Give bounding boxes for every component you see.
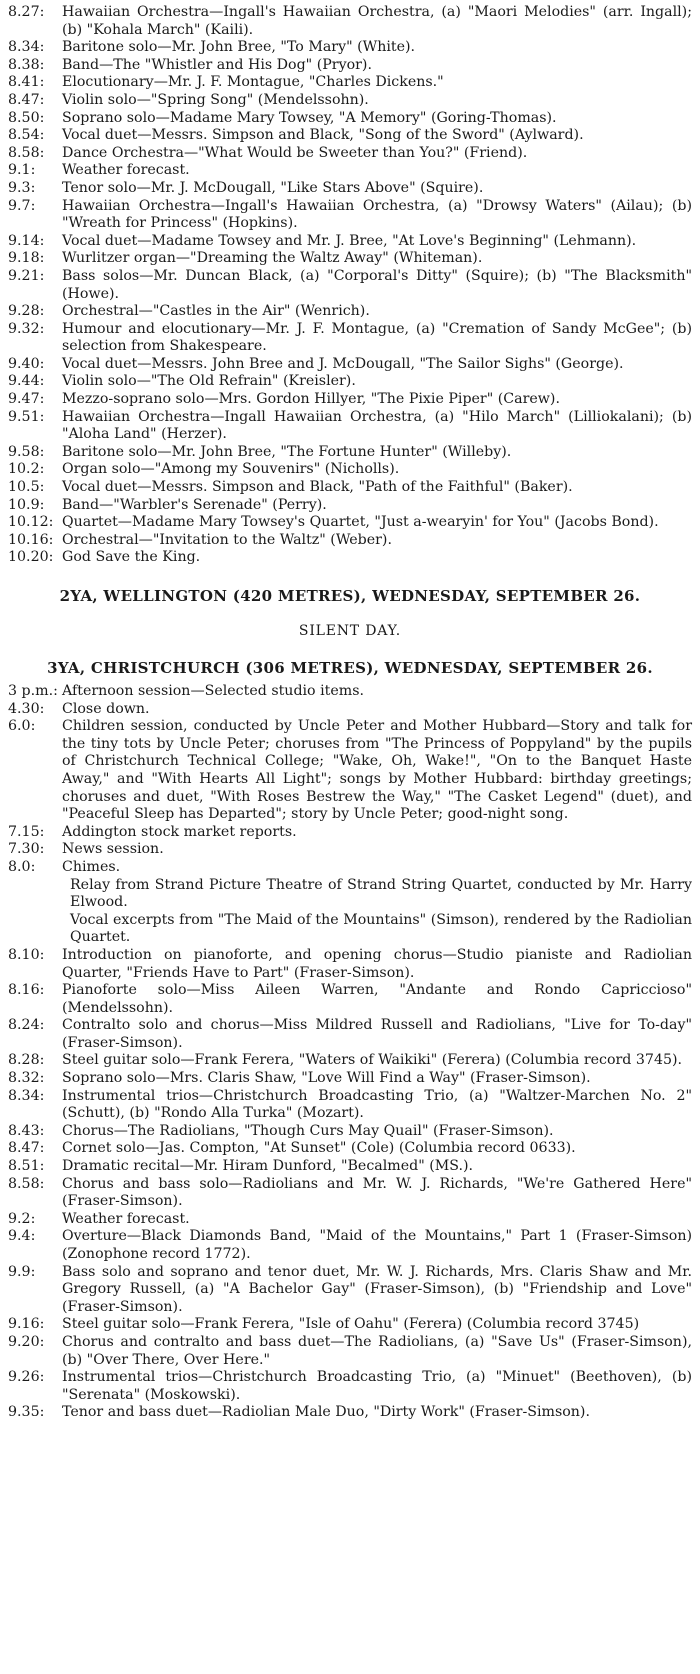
programme-entry	[8, 180, 692, 198]
entry-text: Dance Orchestra—"What Would be Sweeter than You?" (Friend).	[62, 144, 528, 161]
programme-entry	[8, 718, 692, 824]
programme-entry	[8, 1404, 692, 1422]
entry-time: 9.21:	[8, 267, 45, 284]
entry-text: Violin solo—"Spring Song" (Mendelssohn).	[62, 91, 369, 108]
entry-time: 9.14:	[8, 232, 45, 249]
entry-time: 8.27:	[8, 4, 45, 20]
programme-entry	[8, 532, 692, 550]
programme-entry	[8, 356, 692, 374]
programme-entry	[8, 1070, 692, 1088]
programme-entry	[8, 391, 692, 409]
entry-text: Steel guitar solo—Frank Ferera, "Isle of Oahu" (Ferera) (Columbia record 3745)	[62, 1316, 640, 1333]
entry-time: 9.2:	[8, 1210, 36, 1227]
entry-time: 9.40:	[8, 355, 45, 372]
programme-entry	[8, 250, 692, 268]
programme-entry	[8, 701, 692, 719]
entry-time: 8.24:	[8, 1017, 45, 1034]
entry-time: 4.30:	[8, 700, 45, 717]
programme-entry	[8, 859, 692, 877]
programme-entry	[8, 39, 692, 57]
entry-text: Quartet—Madame Mary Towsey's Quartet, "Just a-wearyin' for You" (Jacobs Bond).	[62, 514, 659, 531]
programme-entry	[8, 303, 692, 321]
entry-text: Chorus and contralto and bass duet—The Radiolians, (a) "Save Us" (Fraser-Simson), (b) "Over There, Over Here."	[62, 1333, 692, 1368]
entry-text: Orchestral—"Castles in the Air" (Wenrich).	[62, 303, 370, 320]
entry-time: 8.58:	[8, 144, 45, 161]
programme-entry	[8, 461, 692, 479]
entry-time: 9.32:	[8, 320, 45, 337]
entry-time: 8.32:	[8, 1070, 45, 1087]
programme-entry	[8, 549, 692, 567]
programme-entry	[8, 947, 692, 982]
silent-day-label: SILENT DAY.	[298, 623, 402, 639]
entry-text: Pianoforte solo—Miss Aileen Warren, "Andante and Rondo Capriccioso" (Mendelssohn).	[62, 982, 692, 1016]
entry-text: Chorus—The Radiolians, "Though Curs May Quail" (Fraser-Simson).	[62, 1122, 554, 1139]
entry-time: 8.34:	[8, 1087, 45, 1104]
entry-text: News session.	[62, 841, 164, 858]
programme-entry	[8, 198, 692, 233]
entry-time: 9.58:	[8, 443, 45, 460]
programme-entry	[8, 145, 692, 163]
entry-text: Dramatic recital—Mr. Hiram Dunford, "Becalmed" (MS.).	[62, 1158, 474, 1175]
entry-time: 9.7:	[8, 197, 36, 214]
entry-time: 9.20:	[8, 1333, 45, 1350]
entry-text: Addington stock market reports.	[62, 823, 297, 840]
programme-entry	[8, 110, 692, 128]
entry-text: Bass solo and soprano and tenor duet, Mr. W. J. Richards, Mrs. Claris Shaw and Mr. Gregory Russell, (a) "A Bachelor Gay" (Fraser-Simson), (b) "Friendship and Love" (Fraser-Simson).	[62, 1263, 692, 1315]
entry-text: Organ solo—"Among my Souvenirs" (Nicholls).	[62, 461, 400, 478]
entry-text: Bass solos—Mr. Duncan Black, (a) "Corporal's Ditty" (Squire); (b) "The Blacksmith" (Howe).	[62, 267, 692, 302]
entry-text: Chimes.	[62, 858, 121, 875]
entry-text: Band—The "Whistler and His Dog" (Pryor).	[62, 56, 372, 73]
entry-time: 8.47:	[8, 91, 45, 108]
entry-time: 10.2:	[8, 461, 45, 478]
programme-entry	[8, 982, 692, 1017]
entry-time: 6.0:	[8, 718, 36, 735]
programme-section-3ya	[8, 683, 692, 1422]
station-heading-3ya: 3YA, CHRISTCHURCH (306 METRES), WEDNESDAY, SEPTEMBER 26.	[47, 659, 653, 677]
entry-text: Baritone solo—Mr. John Bree, "The Fortune Hunter" (Willeby).	[62, 443, 512, 460]
programme-entry	[8, 4, 692, 39]
entry-time: 10.5:	[8, 479, 45, 496]
entry-text: Weather forecast.	[62, 1210, 190, 1227]
programme-entry	[8, 321, 692, 356]
entry-text: God Save the King.	[62, 549, 201, 566]
entry-text: Soprano solo—Mrs. Claris Shaw, "Love Will Find a Way" (Fraser-Simson).	[62, 1070, 591, 1087]
entry-time: 9.44:	[8, 373, 45, 390]
entry-text: Baritone solo—Mr. John Bree, "To Mary" (White).	[62, 39, 416, 56]
programme-entry	[8, 824, 692, 842]
entry-text: Vocal duet—Messrs. John Bree and J. McDougall, "The Sailor Sighs" (George).	[62, 355, 624, 372]
entry-time: 3 p.m.:	[8, 683, 58, 699]
programme-entry	[8, 1158, 692, 1176]
programme-entry	[8, 233, 692, 251]
programme-entry	[8, 409, 692, 444]
entry-text: Weather forecast.	[62, 162, 190, 179]
entry-time: 8.51:	[8, 1158, 45, 1175]
programme-entry	[8, 514, 692, 532]
entry-time: 8.34:	[8, 39, 45, 56]
entry-time: 7.15:	[8, 823, 45, 840]
entry-text: Relay from Strand Picture Theatre of Strand String Quartet, conducted by Mr. Harry Elwood.	[70, 876, 692, 911]
entry-time: 8.54:	[8, 127, 45, 144]
programme-entry	[8, 1228, 692, 1263]
programme-entry	[8, 74, 692, 92]
programme-section-1ya	[8, 4, 692, 567]
entry-text: Soprano solo—Madame Mary Towsey, "A Memory" (Goring-Thomas).	[62, 109, 557, 126]
entry-time: 9.3:	[8, 179, 36, 196]
entry-text: Humour and elocutionary—Mr. J. F. Montague, (a) "Cremation of Sandy McGee"; (b) selection from Shakespeare.	[62, 320, 692, 355]
programme-entry	[8, 1176, 692, 1211]
programme-entry	[8, 1140, 692, 1158]
programme-entry	[8, 912, 692, 947]
programme-entry	[8, 1264, 692, 1317]
entry-time	[8, 912, 62, 947]
entry-time: 9.9:	[8, 1263, 36, 1280]
entry-time: 8.41:	[8, 74, 45, 91]
programme-entry	[8, 1211, 692, 1229]
entry-time: 9.26:	[8, 1369, 45, 1386]
programme-entry	[8, 1017, 692, 1052]
entry-text: Mezzo-soprano solo—Mrs. Gordon Hillyer, "The Pixie Piper" (Carew).	[62, 391, 560, 408]
programme-entry	[8, 1334, 692, 1369]
entry-text: Instrumental trios—Christchurch Broadcasting Trio, (a) "Minuet" (Beethoven), (b) "Serenata" (Moskowski).	[62, 1369, 692, 1403]
entry-text: Violin solo—"The Old Refrain" (Kreisler).	[62, 373, 356, 390]
programme-entry	[8, 1123, 692, 1141]
entry-text: Vocal duet—Madame Towsey and Mr. J. Bree, "At Love's Beginning" (Lehmann).	[62, 232, 637, 249]
programme-entry	[8, 162, 692, 180]
entry-time: 8.38:	[8, 56, 45, 73]
programme-entry	[8, 57, 692, 75]
entry-text: Children session, conducted by Uncle Peter and Mother Hubbard—Story and talk for the tiny tots by Uncle Peter; choruses from "The Princess of Poppyland" by the pupils of Christchurch Technical College; "Wake, Oh, Wake!", "On to the Banquet Haste Away," and "With Hearts All Light"; songs by Mother Hubbard: birthday greetings; choruses and duet, "With Roses Bestrew the Way," "The Casket Legend" (duet), and "Peaceful Sleep has Departed"; story by Uncle Peter; good-night song.	[62, 718, 692, 823]
entry-time: 8.0:	[8, 858, 36, 875]
programme-entry	[8, 268, 692, 303]
entry-text: Hawaiian Orchestra—Ingall's Hawaiian Orchestra, (a) "Drowsy Waters" (Ailau); (b) "Wreath for Princess" (Hopkins).	[62, 197, 692, 232]
entry-text: Orchestral—"Invitation to the Waltz" (Weber).	[62, 531, 392, 548]
entry-time: 9.35:	[8, 1404, 45, 1421]
entry-time: 10.9:	[8, 496, 45, 513]
entry-time: 8.50:	[8, 109, 45, 126]
entry-time: 9.16:	[8, 1316, 45, 1333]
entry-time	[8, 877, 62, 912]
entry-time: 9.47:	[8, 391, 45, 408]
entry-time: 8.10:	[8, 946, 45, 963]
entry-time: 10.20:	[8, 549, 54, 566]
programme-entry	[8, 1369, 692, 1404]
entry-text: Instrumental trios—Christchurch Broadcasting Trio, (a) "Waltzer-Marchen No. 2" (Schutt), (b) "Rondo Alla Turka" (Mozart).	[62, 1087, 692, 1122]
entry-text: Tenor and bass duet—Radiolian Male Duo, "Dirty Work" (Fraser-Simson).	[62, 1404, 590, 1421]
entry-text: Vocal duet—Messrs. Simpson and Black, "Song of the Sword" (Aylward).	[62, 127, 584, 144]
programme-entry	[8, 1052, 692, 1070]
entry-text: Hawaiian Orchestra—Ingall Hawaiian Orchestra, (a) "Hilo March" (Lilliokalani); (b) "Aloha Land" (Herzer).	[62, 408, 692, 443]
entry-text: Vocal excerpts from "The Maid of the Mountains" (Simson), rendered by the Radiolian Quartet.	[70, 911, 692, 946]
entry-text: Wurlitzer organ—"Dreaming the Waltz Away" (Whiteman).	[62, 250, 483, 267]
entry-time: 9.4:	[8, 1228, 36, 1245]
programme-entry	[8, 479, 692, 497]
entry-text: Cornet solo—Jas. Compton, "At Sunset" (Cole) (Columbia record 0633).	[62, 1140, 576, 1157]
entry-text: Chorus and bass solo—Radiolians and Mr. W. J. Richards, "We're Gathered Here" (Fraser-Simson).	[62, 1175, 692, 1210]
programme-entry	[8, 683, 692, 701]
entry-time: 8.43:	[8, 1122, 45, 1139]
entry-time: 8.47:	[8, 1140, 45, 1157]
programme-entry	[8, 127, 692, 145]
programme-entry	[8, 1088, 692, 1123]
entry-text: Overture—Black Diamonds Band, "Maid of the Mountains," Part 1 (Fraser-Simson) (Zonophone record 1772).	[62, 1228, 692, 1262]
entry-text: Steel guitar solo—Frank Ferera, "Waters of Waikiki" (Ferera) (Columbia record 3745).	[62, 1052, 683, 1069]
programme-entry	[8, 497, 692, 515]
entry-text: Close down.	[62, 700, 150, 717]
entry-time: 10.16:	[8, 531, 54, 548]
programme-entry	[8, 373, 692, 391]
entry-time: 9.28:	[8, 303, 45, 320]
entry-text: Tenor solo—Mr. J. McDougall, "Like Stars Above" (Squire).	[62, 179, 484, 196]
entry-time: 7.30:	[8, 841, 45, 858]
station-heading-2ya: 2YA, WELLINGTON (420 METRES), WEDNESDAY, SEPTEMBER 26.	[59, 587, 641, 605]
programme-entry	[8, 877, 692, 912]
entry-time: 8.28:	[8, 1052, 45, 1069]
entry-time: 10.12:	[8, 514, 54, 531]
entry-text: Band—"Warbler's Serenade" (Perry).	[62, 496, 327, 513]
programme-entry	[8, 841, 692, 859]
entry-text: Elocutionary—Mr. J. F. Montague, "Charles Dickens."	[62, 74, 444, 91]
entry-time: 8.16:	[8, 982, 45, 999]
entry-text: Contralto solo and chorus—Miss Mildred Russell and Radiolians, "Live for To-day" (Fraser-Simson).	[62, 1017, 692, 1051]
entry-time: 9.51:	[8, 408, 45, 425]
entry-time: 8.58:	[8, 1175, 45, 1192]
programme-page	[8, 4, 692, 1422]
entry-time: 9.18:	[8, 250, 45, 267]
entry-text: Afternoon session—Selected studio items.	[62, 683, 364, 699]
entry-time: 9.1:	[8, 162, 36, 179]
entry-text: Hawaiian Orchestra—Ingall's Hawaiian Orchestra, (a) "Maori Melodies" (arr. Ingall); (b) "Kohala March" (Kaili).	[62, 4, 692, 38]
entry-text: Vocal duet—Messrs. Simpson and Black, "Path of the Faithful" (Baker).	[62, 479, 573, 496]
entry-text: Introduction on pianoforte, and opening chorus—Studio pianiste and Radiolian Quarter, "Friends Have to Part" (Fraser-Simson).	[62, 946, 692, 981]
programme-entry	[8, 92, 692, 110]
programme-entry	[8, 1316, 692, 1334]
programme-entry	[8, 444, 692, 462]
